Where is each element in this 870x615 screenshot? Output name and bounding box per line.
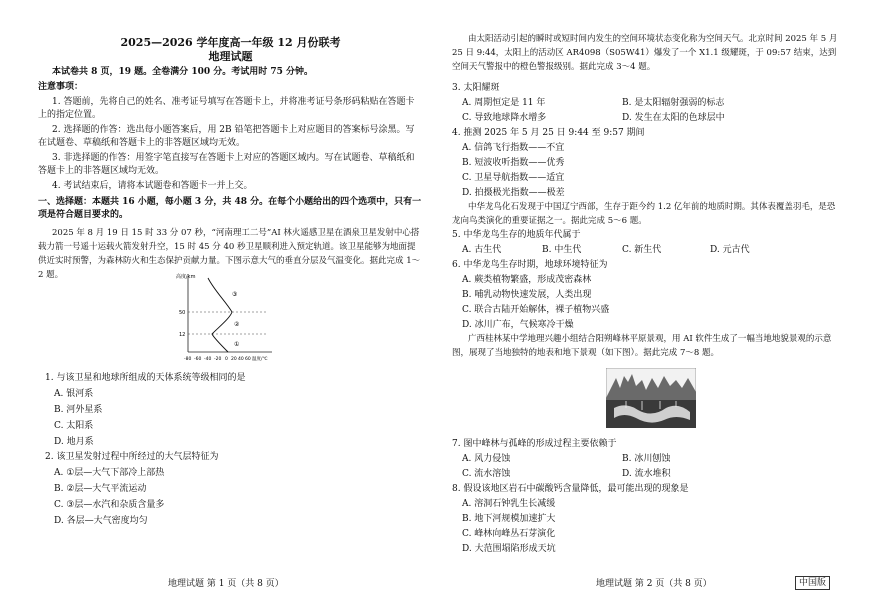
q3-option-a: A. 周期恒定是 11 年 xyxy=(462,98,546,108)
q1-option-b: B. 河外星系 xyxy=(54,405,103,415)
karst-landscape-figure xyxy=(606,368,696,428)
x-tick: -60 xyxy=(194,357,202,362)
x-tick: 40 xyxy=(238,357,244,362)
q4-stem: 4. 推测 2025 年 5 月 25 日 9:44 至 9:57 期间 xyxy=(452,128,645,138)
q5-option-b: B. 中生代 xyxy=(542,245,582,255)
subject-title: 地理试题 xyxy=(208,50,253,63)
notes-label: 注意事项： xyxy=(38,82,84,92)
layer-mark-3: ③ xyxy=(232,291,238,298)
q4-option-d: D. 拍摄极光指数——极差 xyxy=(462,188,565,198)
x-tick: -20 xyxy=(214,357,222,362)
q7-option-b: B. 冰川刨蚀 xyxy=(622,454,671,464)
q1-option-a: A. 银河系 xyxy=(54,389,94,399)
q7-option-c: C. 流水溶蚀 xyxy=(462,469,511,479)
passage-2: 由太阳活动引起的瞬时或短时间内发生的空间环境状态变化称为空间天气。北京时间 2025 年 5 月 25 日 9:44，太阳上的活动区 AR4098（S05W41）爆发了一个 X1.1 级耀斑，于 09:57 结束，达到空间天气警报中的橙色警报级别。据此完成 3～4 题。 xyxy=(452,34,838,72)
q5-option-c: C. 新生代 xyxy=(622,245,662,255)
q1-stem: 1. 与该卫星和地球所组成的天体系统等级相同的是 xyxy=(45,373,246,383)
note-2: 2. 选择题的作答：选出每小题答案后，用 2B 铅笔把答题卡上对应题目的答案标号涂黑。写在试题卷、草稿纸和答题卡上的非答题区域均无效。 xyxy=(38,125,415,148)
q2-option-c: C. ③层—水汽和杂质含量多 xyxy=(54,500,165,510)
q6-option-a: A. 蕨类植物繁盛，形成茂密森林 xyxy=(462,275,592,285)
q8-stem: 8. 假设该地区岩石中碳酸钙含量降低，最可能出现的现象是 xyxy=(452,484,689,494)
atmosphere-figure xyxy=(168,272,278,372)
q8-option-d: D. 大范围塌陷形成天坑 xyxy=(462,544,556,554)
x-axis-label: 温度/℃ xyxy=(252,357,268,362)
footer-right: 地理试题 第 2 页（共 8 页） xyxy=(596,579,712,589)
q2-option-a: A. ①层—大气下部冷上部热 xyxy=(54,468,165,478)
y-tick-50: 50 xyxy=(179,310,186,316)
footer-left: 地理试题 第 1 页（共 8 页） xyxy=(168,579,284,589)
x-tick: -40 xyxy=(204,357,212,362)
layer-mark-2: ② xyxy=(234,321,240,328)
edition-stamp: 中国版 xyxy=(795,576,830,590)
exam-info: 本试卷共 8 页，19 题。全卷满分 100 分。考试用时 75 分钟。 xyxy=(52,67,314,77)
layer-mark-1: ① xyxy=(234,341,240,348)
q3-option-c: C. 导致地球降水增多 xyxy=(462,113,547,123)
q5-option-a: A. 古生代 xyxy=(462,245,502,255)
y-tick-12: 12 xyxy=(179,332,186,338)
x-tick: 0 xyxy=(225,357,228,362)
passage-1: 2025 年 8 月 19 日 15 时 33 分 07 秒，“河南理工二号”AI 林火遥感卫星在酒泉卫星发射中心搭载力箭一号遥十运载火箭发射升空，15 时 45 分 40 秒卫星顺利进入预定轨道。该卫星能够为地面提供近实时预警，为森林防火和生态保护贡献力量。下图示意大气的垂直分层及气温变化。据此完成 1～2 题。 xyxy=(38,228,421,280)
q8-option-b: B. 地下河规模加速扩大 xyxy=(462,514,556,524)
section-heading: 一、选择题：本题共 16 小题，每小题 3 分，共 48 分。在每个小题给出的四个选项中，只有一项是符合题目要求的。 xyxy=(38,197,422,220)
x-tick: -80 xyxy=(184,357,192,362)
q7-option-d: D. 流水堆积 xyxy=(622,469,671,479)
passage-3: 中华龙鸟化石发现于中国辽宁西部，生存于距今约 1.2 亿年前的地质时期。其体表覆盖羽毛，是恐龙向鸟类演化的重要证据之一。据此完成 5～6 题。 xyxy=(452,202,836,226)
q8-option-a: A. 溶洞石钟乳生长减缓 xyxy=(462,499,556,509)
passage-4: 广西桂林某中学地理兴趣小组结合阳朔峰林平原景观，用 AI 软件生成了一幅当地地貌景观的示意图，展现了当地独特的地表和地下景观（如下图）。据此完成 7～8 题。 xyxy=(452,334,832,358)
q6-stem: 6. 中华龙鸟生存时期，地球环境特征为 xyxy=(452,260,608,270)
q2-stem: 2. 该卫星发射过程中所经过的大气层特征为 xyxy=(45,452,219,462)
q7-stem: 7. 图中峰林与孤峰的形成过程主要依赖于 xyxy=(452,439,617,449)
q2-option-b: B. ②层—大气平流运动 xyxy=(54,484,147,494)
q5-option-d: D. 元古代 xyxy=(710,245,750,255)
x-tick: 20 xyxy=(231,357,237,362)
q8-option-c: C. 峰林向峰丛石芽演化 xyxy=(462,529,556,539)
note-1: 1. 答题前，先将自己的姓名、准考证号填写在答题卡上，并将准考证号条形码粘贴在答题卡上的指定位置。 xyxy=(38,97,415,120)
q3-stem: 3. 太阳耀斑 xyxy=(452,83,500,93)
note-4: 4. 考试结束后，请将本试题卷和答题卡一并上交。 xyxy=(52,181,253,191)
q5-stem: 5. 中华龙鸟生存的地质年代属于 xyxy=(452,230,581,240)
q6-option-c: C. 联合古陆开始解体，裸子植物兴盛 xyxy=(462,305,610,315)
x-tick: 60 xyxy=(245,357,251,362)
q7-option-a: A. 风力侵蚀 xyxy=(462,454,511,464)
exam-title: 2025—2026 学年度高一年级 12 月份联考 xyxy=(120,36,341,49)
q4-option-b: B. 短波收听指数——优秀 xyxy=(462,158,565,168)
q1-option-c: C. 太阳系 xyxy=(54,421,94,431)
q6-option-d: D. 冰川广布，气候寒冷干燥 xyxy=(462,320,574,330)
q3-option-d: D. 发生在太阳的色球层中 xyxy=(622,113,725,123)
q2-option-d: D. 各层—大气密度均匀 xyxy=(54,516,148,526)
y-axis-label: 高度/km xyxy=(176,274,196,280)
q1-option-d: D. 地月系 xyxy=(54,437,94,447)
note-3: 3. 非选择题的作答：用签字笔直接写在答题卡上对应的答题区域内。写在试题卷、草稿纸和答题卡上的非答题区域均无效。 xyxy=(38,153,415,176)
q4-option-c: C. 卫星导航指数——适宜 xyxy=(462,173,565,183)
q3-option-b: B. 是太阳辐射强弱的标志 xyxy=(622,98,725,108)
q6-option-b: B. 哺乳动物快速发展，人类出现 xyxy=(462,290,592,300)
q4-option-a: A. 信鸽飞行指数——不宜 xyxy=(462,143,565,153)
